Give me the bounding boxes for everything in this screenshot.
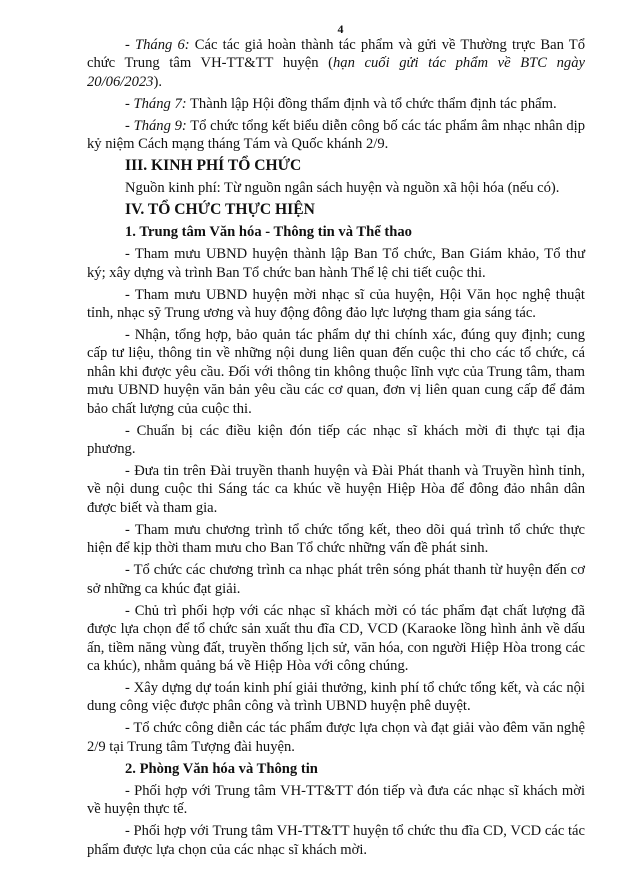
list-item: - Chuẩn bị các điều kiện đón tiếp các nhạc sĩ khách mời đi thực tại địa phương.	[87, 422, 585, 458]
list-item: - Chủ trì phối hợp với các nhạc sĩ khách mời có tác phẩm đạt chất lượng đã được lựa chọn để tổ chức sản xuất thu đĩa CD, VCD (Karaoke lồng hình ảnh về dấu ấn, tiềm năng vùng đất, truyền thống lịch sử, văn hóa, con người Hiệp Hòa trong các ca khúc), nhằm quảng bá về Hiệp Hòa với công chúng.	[87, 602, 585, 674]
subsection-heading-culture-office: 2. Phòng Văn hóa và Thông tin	[125, 760, 318, 777]
list-item: - Nhận, tổng hợp, bảo quản tác phẩm dự thi chính xác, đúng quy định; cung cấp tư liệu, thông tin về những nội dung liên quan đến cuộc thi cho các tổ chức, cá nhân khi được yêu cầu. Đối với thông tin không thuộc lĩnh vực của Trung tâm, tham mưu UBND huyện văn bản yêu cầu các cơ quan, đơn vị liên quan cung cấp để đảm bảo chất lượng của cuộc thi.	[87, 327, 585, 417]
list-item: - Tham mưu chương trình tổ chức tổng kết, theo dõi quá trình tổ chức thực hiện để kịp thời tham mưu cho Ban Tổ chức những vấn đề phát sinh.	[87, 521, 585, 557]
schedule-september: - Tháng 9: Tổ chức tổng kết biểu diễn công bố các tác phẩm âm nhạc nhân dịp kỷ niệm Cách mạng tháng Tám và Quốc khánh 2/9.	[87, 117, 585, 153]
list-item: - Tham mưu UBND huyện thành lập Ban Tổ chức, Ban Giám khảo, Tổ thư ký; xây dựng và trình Ban Tổ chức ban hành Thể lệ chi tiết cuộc thi.	[87, 246, 585, 281]
page-number: 4	[337, 22, 344, 36]
document-body	[87, 36, 585, 863]
deadline-note: hạn cuối gửi tác phẩm về BTC ngày 20/06/2023	[87, 55, 585, 90]
list-item: - Xây dựng dự toán kinh phí giải thưởng, kinh phí tổ chức tổng kết, và các nội dung công việc được phân công và trình UBND huyện phê duyệt.	[87, 679, 585, 715]
list-item: - Tham mưu UBND huyện mời nhạc sĩ của huyện, Hội Văn học nghệ thuật tỉnh, nhạc sỹ Trung ương và huy động đông đảo lực lượng tham gia sáng tác.	[87, 286, 585, 322]
list-item: - Phối hợp với Trung tâm VH-TT&TT đón tiếp và đưa các nhạc sĩ khách mời về huyện thực tế.	[87, 782, 585, 818]
funding-text: Nguồn kinh phí: Từ nguồn ngân sách huyện và nguồn xã hội hóa (nếu có).	[125, 180, 560, 197]
list-item: - Tổ chức các chương trình ca nhạc phát trên sóng phát thanh từ huyện đến cơ sở những ca khúc đạt giải.	[87, 562, 585, 597]
month-label: Tháng 6:	[135, 37, 190, 53]
section-heading-implementation: IV. TỔ CHỨC THỰC HIỆN	[125, 201, 315, 219]
list-item: - Đưa tin trên Đài truyền thanh huyện và Đài Phát thanh và Truyền hình tỉnh, về nội dung cuộc thi Sáng tác ca khúc về huyện Hiệp Hòa để đông đảo nhân dân được biết và tham gia.	[87, 463, 585, 516]
list-item: - Phối hợp với Trung tâm VH-TT&TT huyện tổ chức thu đĩa CD, VCD các tác phẩm được lựa chọn của các nhạc sĩ khách mời.	[87, 823, 585, 858]
month-label: Tháng 7:	[133, 95, 187, 112]
schedule-june: - Tháng 6: Các tác giả hoàn thành tác phẩm và gửi về Thường trực Ban Tổ chức Trung tâm VH-TT&TT huyện (hạn cuối gửi tác phẩm về BTC ngày 20/06/2023).	[87, 37, 585, 90]
month-label: Tháng 9:	[133, 117, 187, 134]
subsection-heading-center: 1. Trung tâm Văn hóa - Thông tin và Thể thao	[125, 224, 412, 241]
section-heading-funding: III. KINH PHÍ TỔ CHỨC	[125, 157, 302, 175]
list-item: - Tổ chức công diễn các tác phẩm được lựa chọn và đạt giải vào đêm văn nghệ 2/9 tại Trung tâm Tượng đài huyện.	[87, 720, 585, 755]
schedule-july: - Tháng 7: Thành lập Hội đồng thẩm định và tổ chức thẩm định tác phẩm.	[125, 95, 557, 112]
